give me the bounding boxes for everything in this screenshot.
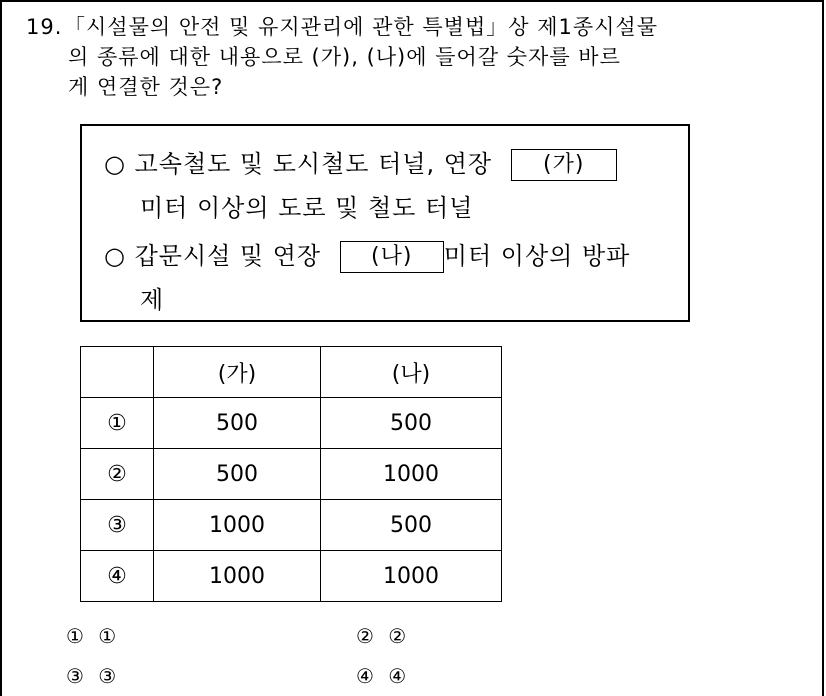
question-line-1: 「시설물의 안전 및 유지관리에 관한 특별법」상 제1종시설물	[64, 15, 658, 39]
blank-ga: (가)	[511, 149, 617, 181]
condition-box	[80, 124, 690, 322]
condition-item-2-suffix: 미터 이상의 방파	[443, 242, 631, 270]
condition-item-1-text: ○ 고속철도 및 도시철도 터널, 연장	[104, 150, 493, 178]
table-cell: 1000	[154, 500, 321, 551]
question-text	[64, 12, 806, 102]
table-cell: 500	[154, 398, 321, 449]
question-line-3: 게 연결한 것은?	[68, 75, 224, 99]
question-number: 19.	[26, 15, 63, 39]
option-3[interactable]: ③ ③	[66, 664, 121, 688]
table-row	[81, 449, 502, 500]
condition-item-2-line-2: 제	[140, 286, 165, 314]
table-cell: 1000	[154, 551, 321, 602]
table-cell: 1000	[321, 551, 502, 602]
table-cell: 1000	[321, 449, 502, 500]
answer-table	[80, 346, 502, 602]
table-header-cell: (가)	[154, 347, 321, 398]
condition-item-2	[104, 236, 630, 273]
table-row	[81, 398, 502, 449]
table-cell: ①	[81, 398, 154, 449]
table-row	[81, 551, 502, 602]
table-header-cell	[81, 347, 154, 398]
blank-na: (나)	[340, 241, 444, 273]
question-line-2: 의 종류에 대한 내용으로 (가), (나)에 들어갈 숫자를 바르	[68, 45, 621, 69]
table-cell: 500	[321, 398, 502, 449]
table-header-cell: (나)	[321, 347, 502, 398]
option-1[interactable]: ① ①	[66, 624, 121, 648]
option-4[interactable]: ④ ④	[356, 664, 411, 688]
condition-item-2-text: ○ 갑문시설 및 연장	[104, 242, 322, 270]
table-cell: 500	[321, 500, 502, 551]
condition-item-1	[104, 144, 617, 181]
table-header-row	[81, 347, 502, 398]
table-cell: ④	[81, 551, 154, 602]
table-cell: 500	[154, 449, 321, 500]
table-cell: ②	[81, 449, 154, 500]
option-2[interactable]: ② ②	[356, 624, 411, 648]
table-cell: ③	[81, 500, 154, 551]
condition-item-1-line-2: 미터 이상의 도로 및 철도 터널	[140, 194, 474, 222]
table-row	[81, 500, 502, 551]
